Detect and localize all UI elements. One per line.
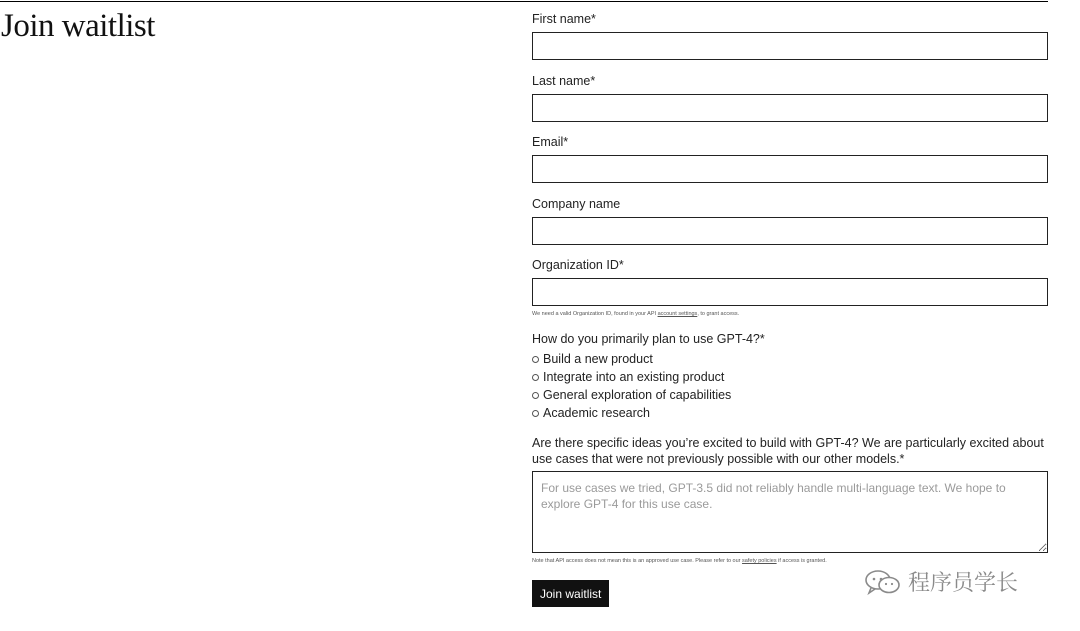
usage-option-label: Integrate into an existing product xyxy=(543,370,725,384)
organization-id-field xyxy=(532,258,1048,318)
usage-option-label: General exploration of capabilities xyxy=(543,388,732,402)
organization-id-label: Organization ID* xyxy=(532,258,624,272)
email-input[interactable] xyxy=(532,155,1048,183)
usage-option-label: Academic research xyxy=(543,406,650,420)
join-waitlist-button[interactable]: Join waitlist xyxy=(532,580,609,607)
usage-option-label: Build a new product xyxy=(543,352,653,366)
radio-button[interactable] xyxy=(532,374,539,381)
first-name-field xyxy=(532,12,1048,60)
radio-button[interactable] xyxy=(532,356,539,363)
usage-option-general-exploration[interactable] xyxy=(532,386,731,404)
top-divider xyxy=(0,1,1048,2)
usage-question: How do you primarily plan to use GPT-4?* xyxy=(532,332,765,346)
safety-policies-link[interactable]: safety policies xyxy=(742,558,777,564)
usage-option-integrate-existing[interactable] xyxy=(532,368,724,386)
first-name-label: First name* xyxy=(532,12,596,26)
ideas-textarea[interactable] xyxy=(532,471,1048,553)
last-name-label: Last name* xyxy=(532,74,596,88)
email-field xyxy=(532,135,1048,183)
page-title: Join waitlist xyxy=(1,8,155,44)
first-name-input[interactable] xyxy=(532,32,1048,60)
watermark xyxy=(864,566,1018,597)
ideas-question: Are there specific ideas you’re excited to build with GPT-4? We are particularly excited about use cases that were not previously possible with our other models.* xyxy=(532,436,1044,466)
watermark-text: 程序员学长 xyxy=(908,570,1019,595)
radio-button[interactable] xyxy=(532,410,539,417)
wechat-icon xyxy=(864,568,902,596)
usage-option-build-new-product[interactable] xyxy=(532,350,653,368)
account-settings-link[interactable]: account settings xyxy=(657,311,698,317)
last-name-input[interactable] xyxy=(532,94,1048,122)
last-name-field xyxy=(532,74,1048,122)
approval-note: Note that API access does not mean this is an approved use case. Please refer to our safety policies if access is granted. xyxy=(532,558,827,564)
usage-option-academic-research[interactable] xyxy=(532,404,650,422)
radio-button[interactable] xyxy=(532,392,539,399)
company-name-label: Company name xyxy=(532,197,621,211)
organization-id-input[interactable] xyxy=(532,278,1048,306)
email-label: Email* xyxy=(532,135,569,149)
company-name-input[interactable] xyxy=(532,217,1048,245)
company-name-field xyxy=(532,197,1048,245)
organization-id-hint: We need a valid Organization ID, found in your API account settings, to grant access. xyxy=(532,311,740,317)
